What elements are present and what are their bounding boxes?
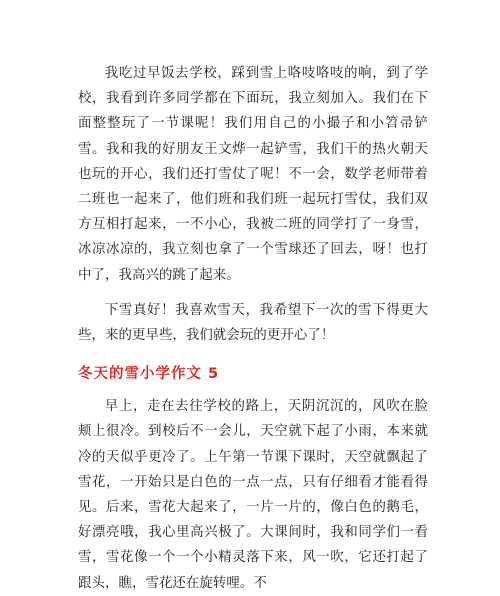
paragraph-morning-snow: 早上，走在去往学校的路上，天阴沉沉的，风吹在脸颊上很冷。到校后不一会儿，天空就下起了小雨，本来就冷的天似乎更冷了。上午第一节课下课时，天空就飘起了雪花，一开始只是白色的一点一点，只有仔细看才能看得见。后来，雪花大起来了，一片一片的，像白色的鹅毛，好漂亮哦，我心里高兴极了。大课间时，我和同学们一看雪，雪花像一个一个小精灵落下来，风一吹，它还打起了跟头，瞧，雪花还在旋转哩。不 <box>78 399 428 591</box>
paragraph-love-snow: 下雪真好！我喜欢雪天，我希望下一次的雪下得更大些，来的更早些，我们就会玩的更开心了！ <box>78 302 428 344</box>
document-body <box>78 61 428 596</box>
paragraph-school-snow-play: 我吃过早饭去学校，踩到雪上咯吱咯吱的响，到了学校，我看到许多同学都在下面玩，我立刻加入。我们在下面整整玩了一节课呢！我们用自己的小撮子和小笤帚铲雪。我和我的好朋友王文烨一起铲雪，我们干的热火朝天也玩的开心，我们还打雪仗了呢！不一会，数学老师带着二班也一起来了，他们班和我们班一起玩打雪仗，我们双方互相打起来，一不小心，我被二班的同学打了一身雪，冰凉冰凉的，我立刻也拿了一个雪球还了回去，呀！也打中了，我高兴的跳了起来。 <box>78 66 428 283</box>
section-heading: 冬天的雪小学作文 5 <box>78 366 220 383</box>
